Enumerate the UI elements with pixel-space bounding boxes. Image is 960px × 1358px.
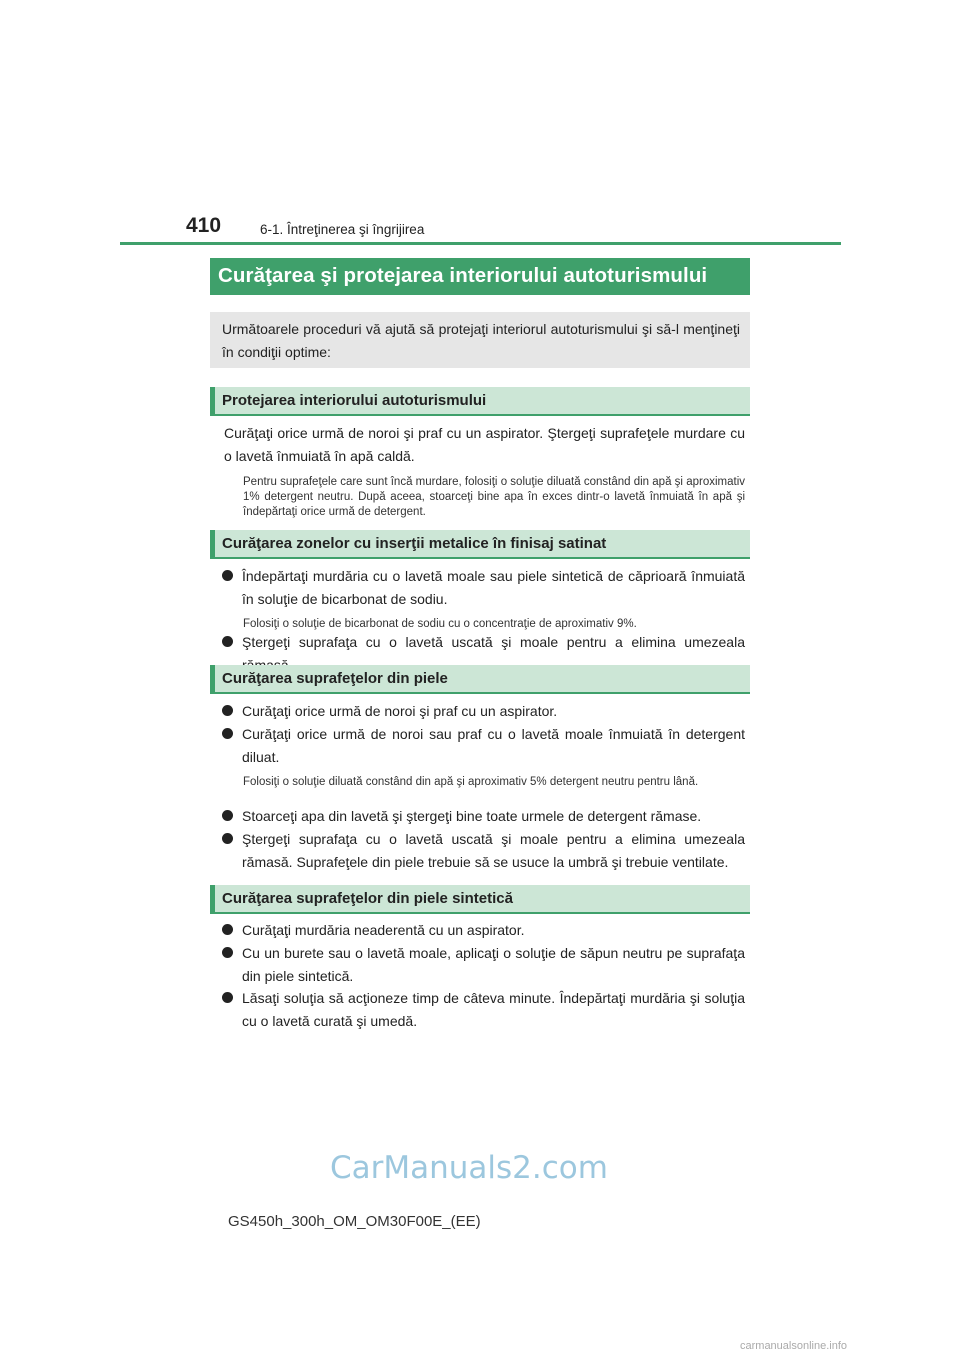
- list-item-text: Ştergeţi suprafaţa cu o lavetă uscată şi moale pentru a elimina umezeala: [242, 634, 745, 650]
- list-item: [222, 805, 745, 828]
- section-paragraph: Curăţaţi orice urmă de noroi şi praf cu un aspirator. Ştergeţi suprafeţele murdare cu o lavetă înmuiată în apă caldă.: [224, 425, 745, 464]
- list-item-text: Curăţaţi murdăria neaderentă cu un aspirator.: [242, 922, 525, 938]
- list-item: [222, 828, 745, 874]
- list-item: [222, 942, 745, 988]
- bullet-icon: [222, 636, 233, 647]
- watermark-secondary: carmanualsonline.info: [740, 1340, 848, 1352]
- bullet-icon: [222, 705, 233, 716]
- intro-box: Următoarele proceduri vă ajută să protejaţi interiorul autoturismului şi să-l menţineţi în condiţii optime:: [210, 312, 750, 368]
- bullet-icon: [222, 570, 233, 581]
- bullet-icon: [222, 728, 233, 739]
- bullet-icon: [222, 810, 233, 821]
- list-item-text: Cu un burete sau o lavetă moale, aplicaţi o soluţie de săpun neutru pe suprafaţa din piele sintetică.: [242, 945, 745, 984]
- bullet-icon: [222, 992, 233, 1003]
- section-path: 6-1. Întreţinerea şi îngrijirea: [260, 222, 425, 237]
- list-item-text: Ştergeţi suprafaţa cu o lavetă uscată şi moale pentru a elimina umezeala rămasă. Suprafeţele din piele trebuie să se usuce la umbră şi trebuie ventilate.: [242, 831, 745, 870]
- page-number: 410: [186, 214, 222, 237]
- header-rule: [120, 242, 841, 245]
- section-heading-protection: Protejarea interiorului autoturismului: [210, 387, 750, 416]
- bullet-icon: [222, 833, 233, 844]
- section-heading-leather: Curăţarea suprafeţelor din piele: [210, 665, 750, 694]
- list-item-text: Curăţaţi orice urmă de noroi şi praf cu un aspirator.: [242, 703, 558, 719]
- list-item: [222, 700, 745, 723]
- list-item-text: Lăsaţi soluţia să acţioneze timp de câteva minute. Îndepărtaţi murdăria şi soluţia cu o lavetă curată şi umedă.: [242, 990, 745, 1029]
- footer-code: GS450h_300h_OM_OM30F00E_(EE): [228, 1213, 481, 1230]
- list-item-text: Îndepărtaţi murdăria cu o lavetă moale sau piele sintetică de căprioară înmuiată în soluţie de bicarbonat de sodiu.: [242, 568, 745, 607]
- list-item: [222, 987, 745, 1033]
- list-item-text: Curăţaţi orice urmă de noroi sau praf cu o lavetă moale înmuiată în detergent diluat.: [242, 726, 745, 765]
- bullet-icon: [222, 924, 233, 935]
- watermark: CarManuals2.com: [330, 1150, 608, 1186]
- section-heading-satin-metal: Curăţarea zonelor cu inserţii metalice în finisaj satinat: [210, 530, 750, 559]
- list-item: [222, 919, 745, 942]
- list-item: [222, 565, 745, 611]
- bullet-icon: [222, 947, 233, 958]
- page-title: Curăţarea şi protejarea interiorului autoturismului: [210, 258, 750, 295]
- list-item: [222, 723, 745, 769]
- section-note: Folosiţi o soluţie de bicarbonat de sodiu cu o concentraţie de aproximativ 9%.: [243, 618, 637, 630]
- section-note: Folosiţi o soluţie diluată constând din apă şi aproximativ 5% detergent neutru pentru lână.: [243, 776, 699, 788]
- section-heading-synthetic-leather: Curăţarea suprafeţelor din piele sintetică: [210, 885, 750, 914]
- list-item-text: Stoarceţi apa din lavetă şi ştergeţi bine toate urmele de detergent rămase.: [242, 808, 702, 824]
- section-note: Pentru suprafeţele care sunt încă murdare, folosiţi o soluţie diluată constând din apă şi aproximativ 1% detergent neutru. După aceea, stoarceţi bine apa în exces dintr-o lavetă înmuiată în apă şi îndepărtaţi orice urmă de detergent.: [243, 476, 745, 518]
